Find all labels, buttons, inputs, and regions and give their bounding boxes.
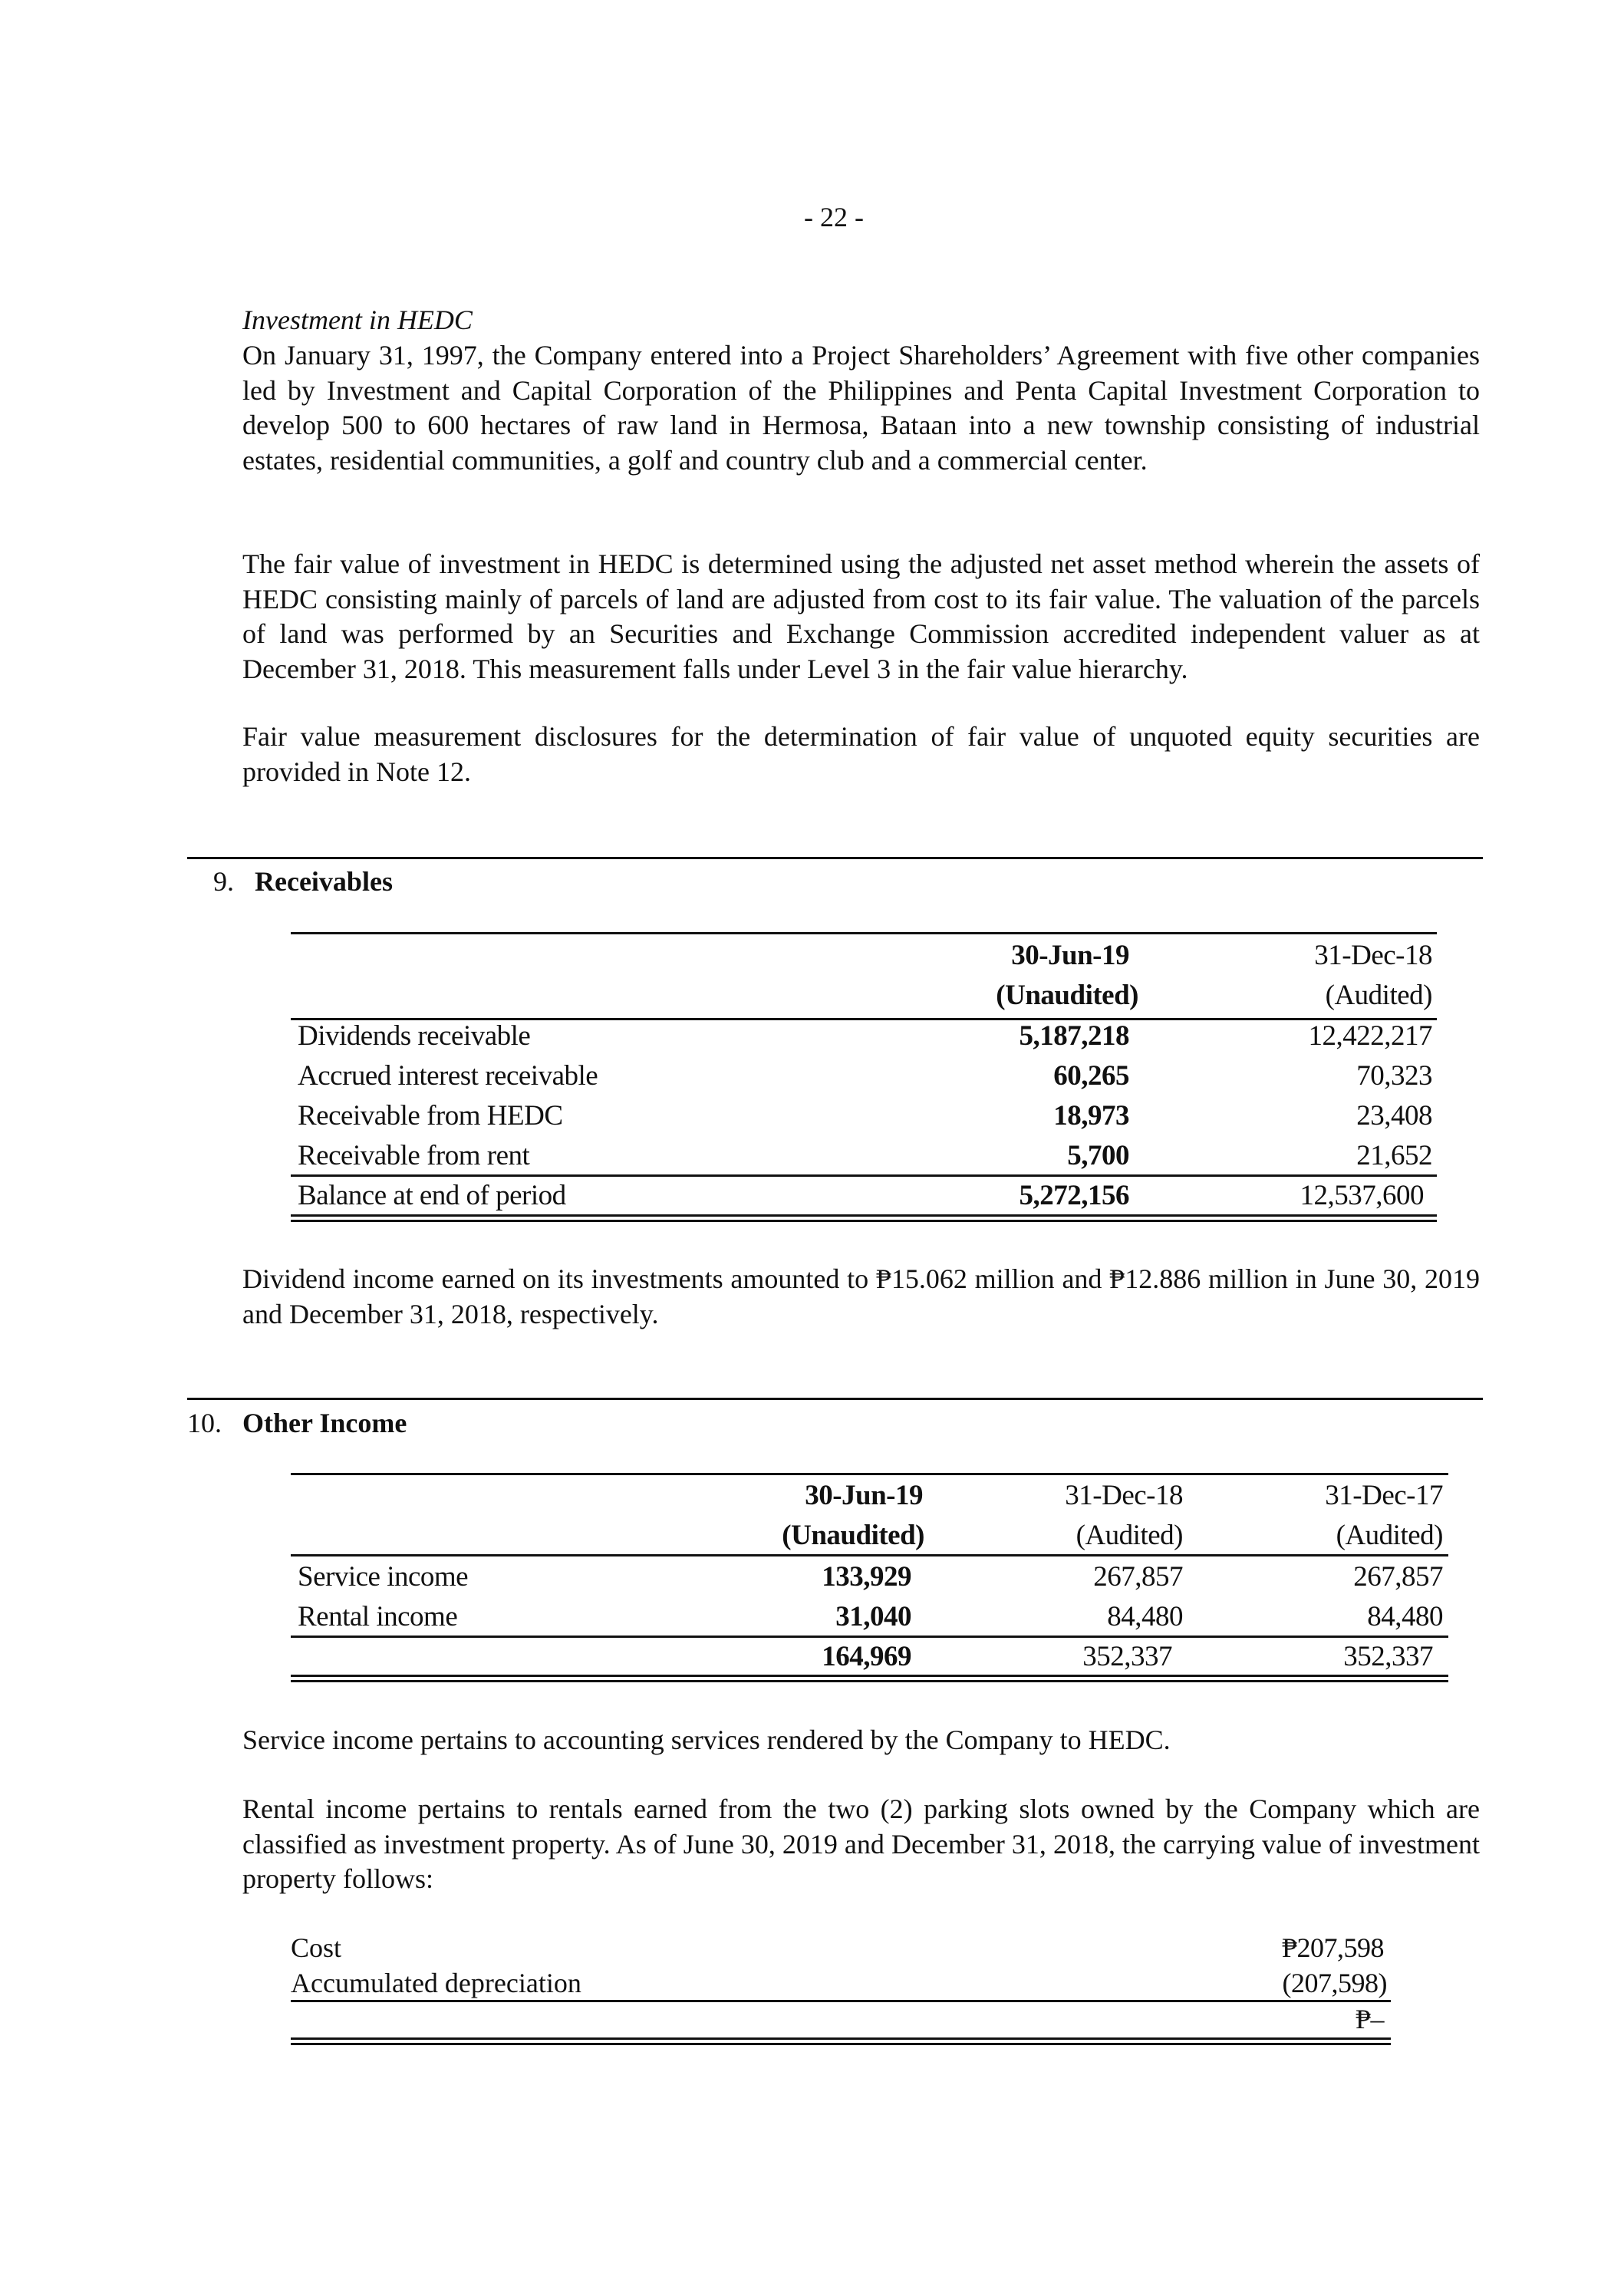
table-rule: [291, 1473, 1448, 1475]
cell-value: 5,187,218: [1019, 1020, 1129, 1052]
cell-value: 84,480: [1107, 1601, 1183, 1632]
column-header: (Unaudited): [996, 980, 1138, 1011]
table-rule: [291, 932, 1437, 934]
section-heading-investment: Investment in HEDC: [242, 305, 473, 335]
paragraph: The fair value of investment in HEDC is determined using the adjusted net asset method wherein the assets of HEDC consisting mainly of parcels of land are adjusted from cost to its fair value. The valuation of the parcels of land was performed by an Securities and Exchange Commission accredited independent valuer as at December 31, 2018. This measurement falls under Level 3 in the fair value hierarchy.: [242, 548, 1480, 684]
column-header: (Audited): [1076, 1520, 1183, 1551]
cell-value: 133,929: [822, 1561, 911, 1593]
double-rule: [291, 1214, 1437, 1217]
row-label-total: Balance at end of period: [298, 1180, 566, 1211]
column-header: 30-Jun-19: [805, 1480, 923, 1511]
cell-value: 70,323: [1356, 1060, 1432, 1092]
cell-value-total: 5,272,156: [1019, 1180, 1129, 1211]
cell-value: (207,598): [1282, 1968, 1387, 1998]
cell-value-total: ₱–: [1355, 2004, 1384, 2034]
cell-value: 12,422,217: [1308, 1020, 1432, 1052]
page-number: - 22 -: [804, 202, 864, 232]
table-rule: [291, 1554, 1448, 1556]
cell-value: 5,700: [1067, 1140, 1129, 1171]
section-title-receivables: [213, 865, 393, 898]
double-rule: [291, 2043, 1391, 2045]
cell-value-total: 12,537,600: [1300, 1180, 1424, 1211]
row-label: Accrued interest receivable: [298, 1060, 598, 1092]
section-title-other-income: [187, 1407, 407, 1439]
column-header: 30-Jun-19: [1011, 940, 1129, 971]
row-label: Receivable from rent: [298, 1140, 530, 1171]
cell-value-total: 352,337: [1343, 1641, 1433, 1672]
section-title: Receivables: [255, 866, 393, 897]
cell-value: 60,265: [1053, 1060, 1129, 1092]
double-rule: [291, 2037, 1391, 2040]
paragraph: Rental income pertains to rentals earned from the two (2) parking slots owned by the Company which are classified as investment property. As of June 30, 2019 and December 31, 2018, the carrying value of investment property follows:: [242, 1794, 1480, 1895]
cell-value-total: 164,969: [822, 1641, 911, 1672]
cell-value: ₱207,598: [1281, 1932, 1384, 1963]
section-title: Other Income: [242, 1408, 407, 1438]
row-label: Dividends receivable: [298, 1020, 531, 1052]
column-header: 31-Dec-18: [1314, 940, 1432, 971]
cell-value: 31,040: [835, 1601, 911, 1632]
section-divider: [187, 1398, 1483, 1400]
cell-value-total: 352,337: [1082, 1641, 1172, 1672]
row-label: Rental income: [298, 1601, 458, 1632]
cell-value: 267,857: [1093, 1561, 1183, 1593]
row-label: Receivable from HEDC: [298, 1100, 563, 1132]
paragraph: Dividend income earned on its investments amounted to ₱15.062 million and ₱12.886 million in June 30, 2019 and December 31, 2018, respectively.: [242, 1263, 1480, 1329]
column-header: (Audited): [1336, 1520, 1443, 1551]
column-header: (Audited): [1325, 980, 1432, 1011]
section-divider: [187, 857, 1483, 859]
column-header: 31-Dec-18: [1065, 1480, 1183, 1511]
cell-value: 267,857: [1353, 1561, 1443, 1593]
double-rule: [291, 1680, 1448, 1682]
cell-value: 84,480: [1367, 1601, 1443, 1632]
double-rule: [291, 1220, 1437, 1222]
column-header: (Unaudited): [782, 1520, 924, 1551]
paragraph: Fair value measurement disclosures for the determination of fair value of unquoted equity securities are provided in Note 12.: [242, 721, 1480, 787]
cell-value: 21,652: [1356, 1140, 1432, 1171]
row-label: Accumulated depreciation: [291, 1968, 581, 1998]
cell-value: 18,973: [1053, 1100, 1129, 1132]
paragraph: On January 31, 1997, the Company entered into a Project Shareholders’ Agreement with five other companies led by Investment and Capital Corporation of the Philippines and Penta Capital Investment Corporation to develop 500 to 600 hectares of raw land in Hermosa, Bataan into a new township consisting of industrial estates, residential communities, a golf and country club and a commercial center.: [242, 340, 1480, 476]
row-label: Cost: [291, 1932, 342, 1963]
section-number: 10.: [187, 1408, 222, 1438]
row-label: Service income: [298, 1561, 469, 1593]
cell-value: 23,408: [1356, 1100, 1432, 1132]
column-header: 31-Dec-17: [1325, 1480, 1443, 1511]
paragraph: Service income pertains to accounting services rendered by the Company to HEDC.: [242, 1724, 1171, 1755]
section-number: 9.: [213, 866, 234, 897]
double-rule: [291, 1675, 1448, 1677]
